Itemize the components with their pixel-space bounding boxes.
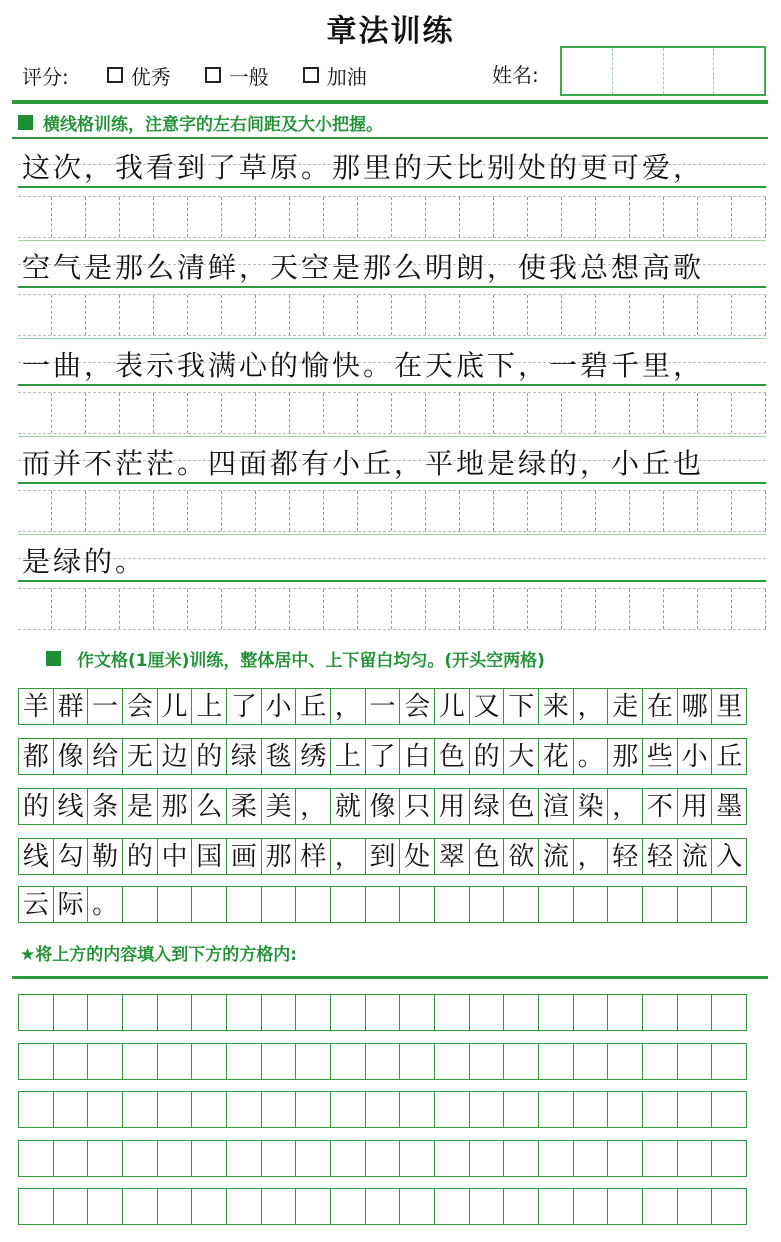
empty-grid-cell[interactable]	[643, 995, 678, 1030]
grid-cell: 群	[54, 689, 89, 724]
grid-cell: 绿	[470, 789, 505, 824]
grid-cell	[192, 887, 227, 922]
grid-cell: 的	[123, 839, 158, 874]
empty-grid-cell[interactable]	[678, 1189, 713, 1224]
grid-cell: 流	[539, 839, 574, 874]
empty-grid-cell[interactable]	[296, 1189, 331, 1224]
grid-cell: 一	[366, 689, 401, 724]
grid-cell: 用	[435, 789, 470, 824]
section2-heading-text: 作文格(1厘米)训练，整体居中、上下留白均匀。(开头空两格)	[77, 651, 545, 671]
grid-cell: 欲	[504, 839, 539, 874]
grid-cell	[712, 887, 746, 922]
empty-grid-cell[interactable]	[608, 1044, 643, 1079]
empty-grid-cell[interactable]	[712, 1092, 746, 1127]
practice-line-text: 而并不茫茫。四面都有小丘，平地是绿的，小丘也	[22, 447, 705, 480]
empty-grid-cell[interactable]	[88, 1141, 123, 1176]
empty-grid-cell[interactable]	[574, 1141, 609, 1176]
section2-heading	[46, 646, 545, 671]
grid-cell: 小	[678, 739, 713, 774]
empty-grid-cell[interactable]	[608, 1189, 643, 1224]
empty-grid-cell[interactable]	[712, 995, 746, 1030]
empty-grid-cell[interactable]	[539, 1189, 574, 1224]
grid-cell: 染	[574, 789, 609, 824]
grid-cell: 流	[678, 839, 713, 874]
grid-cell: ，	[608, 789, 643, 824]
section1-heading	[18, 110, 383, 135]
checkbox[interactable]	[107, 67, 123, 83]
grid-cell: 云	[19, 887, 54, 922]
section1-heading-text: 横线格训练，注意字的左右间距及大小把握。	[43, 115, 383, 135]
section3-heading: ★将上方的内容填入到下方的方格内:	[20, 945, 298, 965]
empty-grid-cell[interactable]	[504, 1141, 539, 1176]
writing-line[interactable]	[18, 588, 766, 630]
grid-cell: 大	[504, 739, 539, 774]
empty-grid-cell[interactable]	[158, 1189, 193, 1224]
grid-cell: 色	[504, 789, 539, 824]
grid-cell	[435, 887, 470, 922]
empty-grid-cell[interactable]	[608, 1141, 643, 1176]
empty-grid-cell[interactable]	[19, 995, 54, 1030]
name-cell[interactable]	[562, 48, 613, 94]
writing-line[interactable]	[18, 490, 766, 532]
practice-line	[18, 140, 766, 188]
empty-grid-cell[interactable]	[539, 1044, 574, 1079]
grid-cell: 毯	[262, 739, 297, 774]
empty-grid-cell[interactable]	[192, 1092, 227, 1127]
empty-grid-cell[interactable]	[470, 1044, 505, 1079]
grid-cell: 勾	[54, 839, 89, 874]
grid-cell: 轻	[608, 839, 643, 874]
grid-cell	[574, 887, 609, 922]
grid-cell: 走	[608, 689, 643, 724]
grading-row	[22, 58, 401, 92]
empty-grid-cell[interactable]	[539, 995, 574, 1030]
writing-line[interactable]	[18, 294, 766, 336]
grid-row	[18, 886, 747, 923]
grade-option-label: 优秀	[130, 64, 171, 89]
empty-grid-cell[interactable]	[608, 1092, 643, 1127]
empty-grid-cell[interactable]	[123, 1092, 158, 1127]
grid-cell	[123, 887, 158, 922]
grid-cell: 渲	[539, 789, 574, 824]
grid-cell: 了	[227, 689, 262, 724]
writing-line[interactable]	[18, 196, 766, 238]
grid-cell	[227, 887, 262, 922]
grid-cell: 绿	[227, 739, 262, 774]
empty-grid-cell[interactable]	[504, 1189, 539, 1224]
grid-cell: 儿	[158, 689, 193, 724]
empty-grid-cell[interactable]	[400, 1044, 435, 1079]
grid-cell: 了	[366, 739, 401, 774]
grid-cell: 到	[366, 839, 401, 874]
empty-grid-cell[interactable]	[54, 995, 89, 1030]
empty-grid-cell[interactable]	[227, 1141, 262, 1176]
name-cell[interactable]	[664, 48, 715, 94]
empty-grid-cell[interactable]	[435, 1141, 470, 1176]
empty-grid-cell[interactable]	[574, 1044, 609, 1079]
empty-grid-cell[interactable]	[678, 1092, 713, 1127]
grid-cell: 无	[123, 739, 158, 774]
empty-grid-cell[interactable]	[227, 1044, 262, 1079]
grade-option-label: 加油	[326, 64, 367, 89]
empty-grid-cell[interactable]	[19, 1092, 54, 1127]
grid-cell: 边	[158, 739, 193, 774]
empty-grid-cell[interactable]	[123, 1141, 158, 1176]
name-cell[interactable]	[613, 48, 664, 94]
empty-grid-cell[interactable]	[400, 1092, 435, 1127]
empty-grid-cell[interactable]	[504, 1044, 539, 1079]
empty-grid-row[interactable]	[18, 1188, 747, 1225]
divider	[12, 100, 768, 104]
empty-grid-cell[interactable]	[54, 1141, 89, 1176]
grid-cell	[158, 887, 193, 922]
grade-option-try-harder[interactable]	[303, 61, 367, 90]
grid-cell: 处	[400, 839, 435, 874]
grid-cell: 线	[54, 789, 89, 824]
grid-cell: 的	[470, 739, 505, 774]
empty-grid-cell[interactable]	[54, 1189, 89, 1224]
grid-cell: 际	[54, 887, 89, 922]
grid-cell	[608, 887, 643, 922]
grid-cell: 。	[574, 739, 609, 774]
empty-grid-cell[interactable]	[296, 1044, 331, 1079]
empty-grid-cell[interactable]	[123, 1189, 158, 1224]
empty-grid-cell[interactable]	[88, 1189, 123, 1224]
empty-grid-cell[interactable]	[643, 1189, 678, 1224]
grid-cell: 白	[400, 739, 435, 774]
grid-cell: 哪	[678, 689, 713, 724]
empty-grid-cell[interactable]	[54, 1092, 89, 1127]
empty-grid-cell[interactable]	[158, 1044, 193, 1079]
grid-cell: ，	[331, 839, 366, 874]
empty-grid-cell[interactable]	[366, 1044, 401, 1079]
empty-grid-cell[interactable]	[331, 1141, 366, 1176]
grid-row	[18, 788, 747, 825]
grid-cell: 会	[400, 689, 435, 724]
empty-grid-cell[interactable]	[192, 1189, 227, 1224]
empty-grid-cell[interactable]	[400, 995, 435, 1030]
empty-grid-cell[interactable]	[712, 1189, 746, 1224]
empty-grid-cell[interactable]	[88, 1044, 123, 1079]
grid-cell	[296, 887, 331, 922]
empty-grid-cell[interactable]	[574, 1189, 609, 1224]
empty-grid-cell[interactable]	[574, 995, 609, 1030]
grid-cell: 入	[716, 841, 743, 872]
grid-cell: 只	[400, 789, 435, 824]
grid-cell: 又	[470, 689, 505, 724]
grid-cell: 小	[262, 689, 297, 724]
empty-grid-cell[interactable]	[54, 1044, 89, 1079]
empty-grid-cell[interactable]	[158, 1141, 193, 1176]
empty-grid-cell[interactable]	[158, 1092, 193, 1127]
grid-cell	[539, 887, 574, 922]
empty-grid-cell[interactable]	[331, 1092, 366, 1127]
practice-line	[18, 436, 766, 484]
practice-line	[18, 338, 766, 386]
grid-cell	[366, 887, 401, 922]
empty-grid-cell[interactable]	[262, 1044, 297, 1079]
grid-cell: 那	[608, 739, 643, 774]
empty-grid-cell[interactable]	[435, 995, 470, 1030]
practice-line-text: 一曲，表示我满心的愉快。在天底下，一碧千里，	[22, 349, 705, 382]
grid-cell: 来	[539, 689, 574, 724]
empty-grid-cell[interactable]	[331, 1189, 366, 1224]
empty-grid-cell[interactable]	[158, 995, 193, 1030]
grid-cell: 会	[123, 689, 158, 724]
empty-grid-cell[interactable]	[470, 1141, 505, 1176]
grid-cell: 都	[19, 739, 54, 774]
empty-grid-cell[interactable]	[608, 995, 643, 1030]
grid-cell: 上	[192, 689, 227, 724]
writing-line[interactable]	[18, 392, 766, 434]
name-label: 姓名:	[492, 63, 539, 87]
practice-line-text: 是绿的。	[22, 545, 147, 578]
grid-cell: ，	[331, 689, 366, 724]
grid-cell: 用	[678, 789, 713, 824]
practice-line-text: 空气是那么清鲜，天空是那么明朗，使我总想高歌	[22, 251, 705, 284]
grid-cell: 翠	[435, 839, 470, 874]
empty-grid-cell[interactable]	[262, 995, 297, 1030]
empty-grid-cell[interactable]	[435, 1044, 470, 1079]
checkbox[interactable]	[205, 67, 221, 83]
grid-cell: 些	[643, 739, 678, 774]
empty-grid-cell[interactable]	[262, 1092, 297, 1127]
empty-grid-cell[interactable]	[574, 1092, 609, 1127]
grid-row	[18, 738, 747, 775]
grid-cell: 柔	[227, 789, 262, 824]
empty-grid-cell[interactable]	[643, 1141, 678, 1176]
grade-option-excellent[interactable]	[107, 61, 171, 90]
empty-grid-cell[interactable]	[678, 1044, 713, 1079]
empty-grid-cell[interactable]	[331, 995, 366, 1030]
grid-cell: 一	[88, 689, 123, 724]
empty-grid-cell[interactable]	[296, 1092, 331, 1127]
grid-cell: 样	[296, 839, 331, 874]
empty-grid-row[interactable]	[18, 1140, 747, 1177]
grid-cell: 绣	[296, 739, 331, 774]
empty-grid-cell[interactable]	[19, 1141, 54, 1176]
empty-grid-cell[interactable]	[366, 1189, 401, 1224]
grade-option-label: 一般	[228, 64, 269, 89]
grid-cell: 么	[192, 789, 227, 824]
empty-grid-cell[interactable]	[192, 1044, 227, 1079]
name-input-grid[interactable]	[560, 46, 766, 96]
empty-grid-cell[interactable]	[296, 1141, 331, 1176]
grid-cell: 给	[88, 739, 123, 774]
grid-cell: 色	[470, 839, 505, 874]
grid-cell: 勒	[88, 839, 123, 874]
empty-grid-cell[interactable]	[504, 1092, 539, 1127]
name-cell[interactable]	[714, 48, 764, 94]
grid-cell: 那	[158, 789, 193, 824]
square-bullet-icon	[18, 115, 33, 130]
square-bullet-icon	[46, 651, 61, 666]
grid-cell: 美	[262, 789, 297, 824]
grading-label: 评分:	[22, 64, 69, 89]
empty-grid-row[interactable]	[18, 1043, 747, 1080]
grade-option-average[interactable]	[205, 61, 269, 90]
empty-grid-row[interactable]	[18, 994, 747, 1031]
divider	[12, 976, 768, 979]
empty-grid-cell[interactable]	[192, 1141, 227, 1176]
empty-grid-cell[interactable]	[366, 1092, 401, 1127]
empty-grid-cell[interactable]	[643, 1044, 678, 1079]
grid-cell: 色	[435, 739, 470, 774]
empty-grid-cell[interactable]	[296, 995, 331, 1030]
empty-grid-cell[interactable]	[678, 1141, 713, 1176]
grid-cell: 条	[88, 789, 123, 824]
grid-cell: 在	[643, 689, 678, 724]
grid-row	[18, 838, 747, 875]
empty-grid-cell[interactable]	[539, 1141, 574, 1176]
grid-row	[18, 688, 747, 725]
grid-cell: 的	[19, 789, 54, 824]
empty-grid-cell[interactable]	[88, 1092, 123, 1127]
grid-cell: 是	[123, 789, 158, 824]
empty-grid-cell[interactable]	[712, 1141, 746, 1176]
grid-cell: 墨	[716, 791, 743, 822]
grid-cell: 丘	[716, 741, 743, 772]
grid-cell: 轻	[643, 839, 678, 874]
empty-grid-cell[interactable]	[470, 995, 505, 1030]
grid-cell: 羊	[19, 689, 54, 724]
empty-grid-cell[interactable]	[539, 1092, 574, 1127]
empty-grid-cell[interactable]	[643, 1092, 678, 1127]
practice-line	[18, 240, 766, 288]
grid-cell: 像	[54, 739, 89, 774]
grid-cell	[331, 887, 366, 922]
empty-grid-cell[interactable]	[192, 995, 227, 1030]
grid-cell	[678, 887, 713, 922]
grid-cell: 儿	[435, 689, 470, 724]
empty-grid-cell[interactable]	[712, 1044, 746, 1079]
empty-grid-row[interactable]	[18, 1091, 747, 1128]
divider	[12, 137, 768, 139]
grid-cell	[504, 887, 539, 922]
empty-grid-cell[interactable]	[227, 1092, 262, 1127]
grid-cell	[262, 887, 297, 922]
empty-grid-cell[interactable]	[331, 1044, 366, 1079]
empty-grid-cell[interactable]	[400, 1141, 435, 1176]
empty-grid-cell[interactable]	[262, 1141, 297, 1176]
empty-grid-cell[interactable]	[504, 995, 539, 1030]
empty-grid-cell[interactable]	[19, 1189, 54, 1224]
grid-cell: 。	[88, 887, 123, 922]
practice-line	[18, 534, 766, 582]
empty-grid-cell[interactable]	[19, 1044, 54, 1079]
grid-cell: 丘	[296, 689, 331, 724]
grid-cell: 里	[716, 691, 743, 722]
empty-grid-cell[interactable]	[88, 995, 123, 1030]
grid-cell: 画	[227, 839, 262, 874]
empty-grid-cell[interactable]	[227, 995, 262, 1030]
grid-cell: 上	[331, 739, 366, 774]
empty-grid-cell[interactable]	[678, 995, 713, 1030]
checkbox[interactable]	[303, 67, 319, 83]
empty-grid-cell[interactable]	[227, 1189, 262, 1224]
grid-cell: ，	[296, 789, 331, 824]
empty-grid-cell[interactable]	[123, 995, 158, 1030]
empty-grid-cell[interactable]	[262, 1189, 297, 1224]
grid-cell	[470, 887, 505, 922]
grid-cell: 花	[539, 739, 574, 774]
grid-cell: ，	[574, 689, 609, 724]
grid-cell: 中	[158, 839, 193, 874]
grid-cell: 的	[192, 739, 227, 774]
empty-grid-cell[interactable]	[470, 1189, 505, 1224]
grid-cell	[643, 887, 678, 922]
empty-grid-cell[interactable]	[400, 1189, 435, 1224]
empty-grid-cell[interactable]	[366, 1141, 401, 1176]
page-title: 章法训练	[326, 14, 455, 49]
grid-cell: ，	[574, 839, 609, 874]
grid-cell: 下	[504, 689, 539, 724]
grid-cell: 国	[192, 839, 227, 874]
grid-cell: 线	[19, 839, 54, 874]
empty-grid-cell[interactable]	[435, 1092, 470, 1127]
empty-grid-cell[interactable]	[435, 1189, 470, 1224]
grid-cell: 像	[366, 789, 401, 824]
grid-cell: 就	[331, 789, 366, 824]
grid-cell	[400, 887, 435, 922]
empty-grid-cell[interactable]	[470, 1092, 505, 1127]
practice-line-text: 这次，我看到了草原。那里的天比别处的更可爱，	[22, 151, 705, 184]
grid-cell: 不	[643, 789, 678, 824]
empty-grid-cell[interactable]	[366, 995, 401, 1030]
empty-grid-cell[interactable]	[123, 1044, 158, 1079]
grid-cell: 那	[262, 839, 297, 874]
